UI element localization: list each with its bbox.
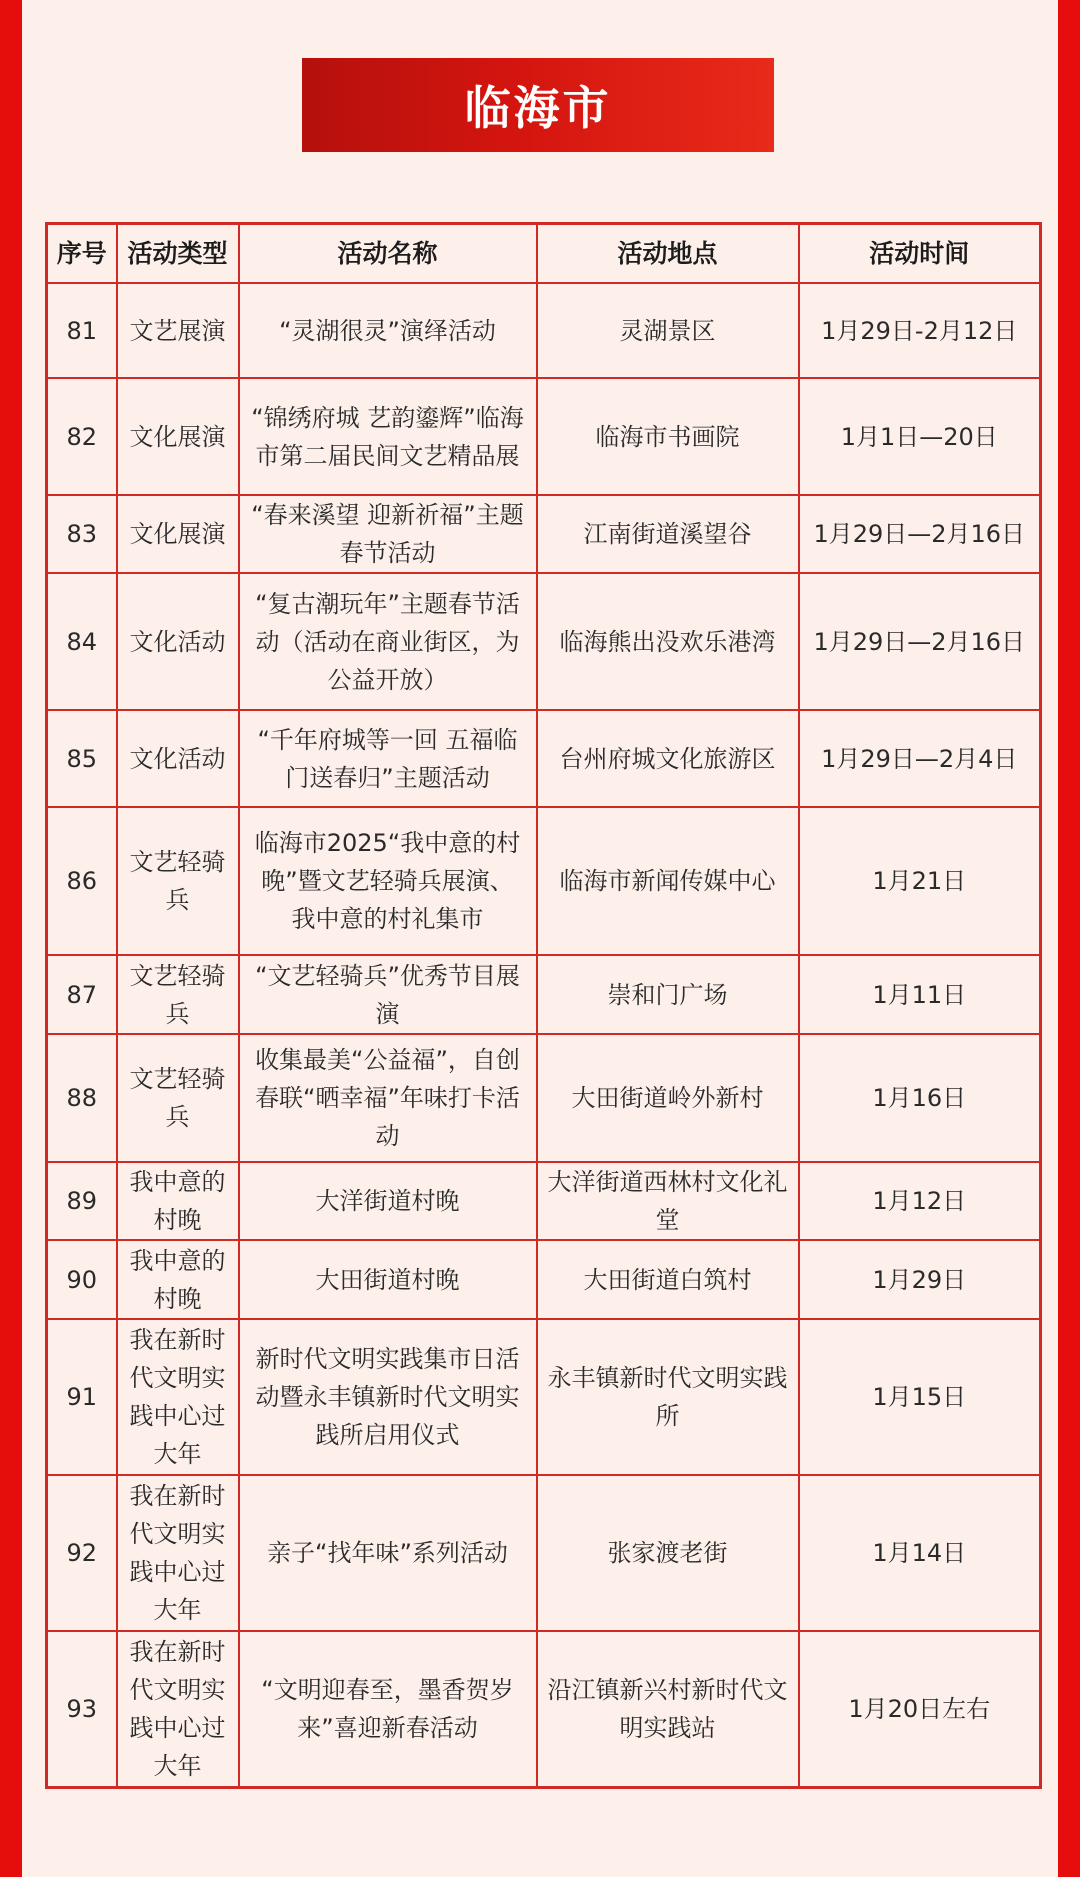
cell-type: 文化展演 bbox=[117, 495, 239, 573]
table-row bbox=[47, 1034, 1041, 1162]
cell-no: 87 bbox=[47, 955, 117, 1034]
table-row bbox=[47, 1240, 1041, 1319]
cell-time: 1月12日 bbox=[799, 1162, 1041, 1240]
cell-type: 我在新时代文明实践中心过大年 bbox=[117, 1319, 239, 1475]
cell-type: 文化活动 bbox=[117, 710, 239, 807]
page-title: 临海市 bbox=[464, 81, 612, 135]
cell-place: 灵湖景区 bbox=[537, 283, 799, 378]
table-row bbox=[47, 1319, 1041, 1475]
cell-place: 大洋街道西林村文化礼堂 bbox=[537, 1162, 799, 1240]
cell-name: “复古潮玩年”主题春节活动（活动在商业街区，为公益开放） bbox=[239, 573, 537, 710]
cell-type: 文艺轻骑兵 bbox=[117, 955, 239, 1034]
cell-time: 1月29日—2月16日 bbox=[799, 573, 1041, 710]
cell-no: 89 bbox=[47, 1162, 117, 1240]
cell-name: 收集最美“公益福”，自创春联“晒幸福”年味打卡活动 bbox=[239, 1034, 537, 1162]
cell-name: 亲子“找年味”系列活动 bbox=[239, 1475, 537, 1631]
cell-place: 台州府城文化旅游区 bbox=[537, 710, 799, 807]
cell-time: 1月29日—2月4日 bbox=[799, 710, 1041, 807]
header-name: 活动名称 bbox=[239, 224, 537, 284]
cell-time: 1月29日 bbox=[799, 1240, 1041, 1319]
cell-place: 临海市新闻传媒中心 bbox=[537, 807, 799, 955]
cell-place: 大田街道白筑村 bbox=[537, 1240, 799, 1319]
cell-place: 大田街道岭外新村 bbox=[537, 1034, 799, 1162]
table-row bbox=[47, 955, 1041, 1034]
table-row bbox=[47, 1475, 1041, 1631]
cell-place: 江南街道溪望谷 bbox=[537, 495, 799, 573]
cell-type: 我在新时代文明实践中心过大年 bbox=[117, 1631, 239, 1787]
cell-name: 大田街道村晚 bbox=[239, 1240, 537, 1319]
cell-place: 张家渡老街 bbox=[537, 1475, 799, 1631]
cell-place: 永丰镇新时代文明实践所 bbox=[537, 1319, 799, 1475]
cell-name: 大洋街道村晚 bbox=[239, 1162, 537, 1240]
table-row bbox=[47, 710, 1041, 807]
cell-time: 1月21日 bbox=[799, 807, 1041, 955]
cell-name: “文明迎春至，墨香贺岁来”喜迎新春活动 bbox=[239, 1631, 537, 1787]
table-row bbox=[47, 573, 1041, 710]
cell-time: 1月20日左右 bbox=[799, 1631, 1041, 1787]
table-row bbox=[47, 1631, 1041, 1787]
cell-type: 我中意的村晚 bbox=[117, 1162, 239, 1240]
cell-no: 91 bbox=[47, 1319, 117, 1475]
header-no: 序号 bbox=[47, 224, 117, 284]
table-row bbox=[47, 378, 1041, 495]
title-banner bbox=[302, 58, 774, 152]
cell-type: 文艺展演 bbox=[117, 283, 239, 378]
activity-table bbox=[45, 222, 1042, 1789]
cell-no: 83 bbox=[47, 495, 117, 573]
cell-time: 1月11日 bbox=[799, 955, 1041, 1034]
cell-place: 崇和门广场 bbox=[537, 955, 799, 1034]
cell-time: 1月14日 bbox=[799, 1475, 1041, 1631]
header-place: 活动地点 bbox=[537, 224, 799, 284]
cell-name: “千年府城等一回 五福临门送春归”主题活动 bbox=[239, 710, 537, 807]
cell-no: 86 bbox=[47, 807, 117, 955]
cell-type: 文艺轻骑兵 bbox=[117, 807, 239, 955]
cell-no: 84 bbox=[47, 573, 117, 710]
cell-place: 临海熊出没欢乐港湾 bbox=[537, 573, 799, 710]
cell-place: 临海市书画院 bbox=[537, 378, 799, 495]
table-row bbox=[47, 495, 1041, 573]
header-type: 活动类型 bbox=[117, 224, 239, 284]
cell-name: “春来溪望 迎新祈福”主题春节活动 bbox=[239, 495, 537, 573]
cell-type: 文化活动 bbox=[117, 573, 239, 710]
table-row bbox=[47, 283, 1041, 378]
cell-name: “锦绣府城 艺韵鎏辉”临海市第二届民间文艺精品展 bbox=[239, 378, 537, 495]
cell-no: 88 bbox=[47, 1034, 117, 1162]
cell-name: 新时代文明实践集市日活动暨永丰镇新时代文明实践所启用仪式 bbox=[239, 1319, 537, 1475]
table-row bbox=[47, 1162, 1041, 1240]
cell-type: 文艺轻骑兵 bbox=[117, 1034, 239, 1162]
cell-name: 临海市2025“我中意的村晚”暨文艺轻骑兵展演、我中意的村礼集市 bbox=[239, 807, 537, 955]
cell-no: 85 bbox=[47, 710, 117, 807]
cell-type: 我中意的村晚 bbox=[117, 1240, 239, 1319]
right-red-border bbox=[1058, 0, 1080, 1877]
left-red-border bbox=[0, 0, 22, 1877]
cell-name: “灵湖很灵”演绎活动 bbox=[239, 283, 537, 378]
table-header-row bbox=[47, 224, 1041, 284]
cell-time: 1月29日-2月12日 bbox=[799, 283, 1041, 378]
cell-time: 1月15日 bbox=[799, 1319, 1041, 1475]
header-time: 活动时间 bbox=[799, 224, 1041, 284]
cell-time: 1月1日—20日 bbox=[799, 378, 1041, 495]
cell-type: 文化展演 bbox=[117, 378, 239, 495]
cell-time: 1月29日—2月16日 bbox=[799, 495, 1041, 573]
cell-no: 81 bbox=[47, 283, 117, 378]
cell-place: 沿江镇新兴村新时代文明实践站 bbox=[537, 1631, 799, 1787]
cell-no: 92 bbox=[47, 1475, 117, 1631]
cell-no: 90 bbox=[47, 1240, 117, 1319]
cell-type: 我在新时代文明实践中心过大年 bbox=[117, 1475, 239, 1631]
cell-no: 93 bbox=[47, 1631, 117, 1787]
cell-name: “文艺轻骑兵”优秀节目展演 bbox=[239, 955, 537, 1034]
cell-time: 1月16日 bbox=[799, 1034, 1041, 1162]
cell-no: 82 bbox=[47, 378, 117, 495]
table-row bbox=[47, 807, 1041, 955]
